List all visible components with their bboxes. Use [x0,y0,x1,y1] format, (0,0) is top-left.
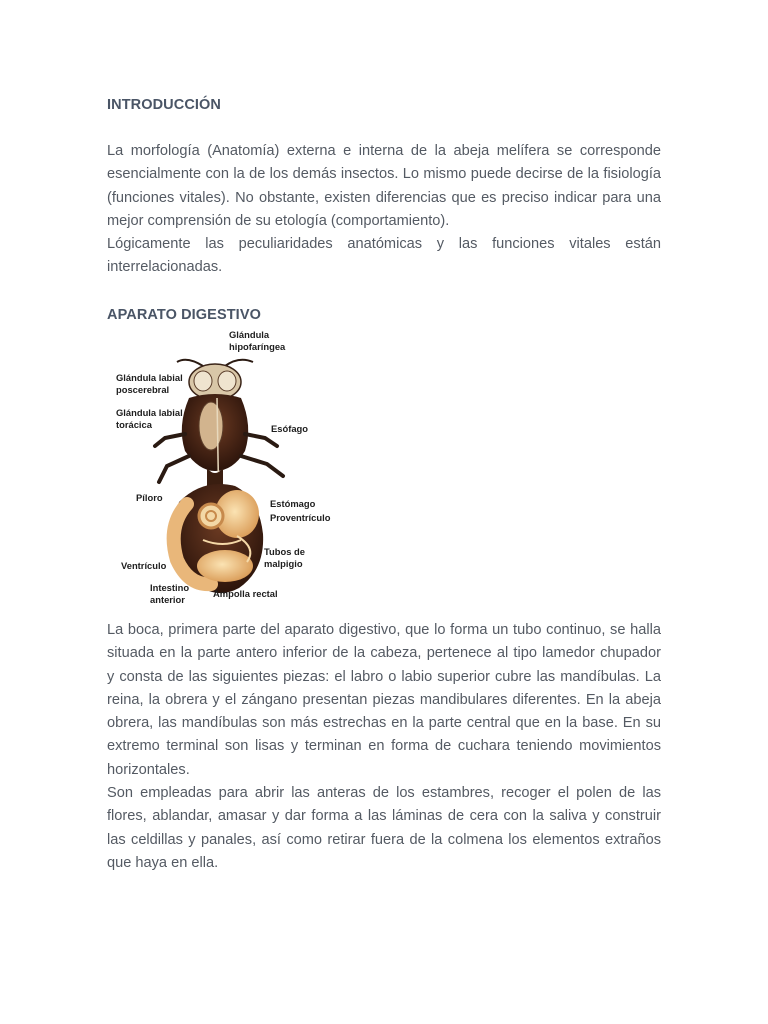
text-line: y consta de las siguientes piezas: el labro o labio superior cubre las mandíbulas. La [107,668,661,685]
label-ampolla-rectal: Ampolla rectal [213,588,278,599]
bee-digestive-system-figure [107,326,349,609]
text-line: flores, ablandar, amasar y dar forma a las láminas de cera con la saliva y construir [107,808,661,825]
label-hipofaringea: hipofaríngea [229,341,286,352]
label-glandula-labial-poscerebral-1: Glándula labial [116,372,183,383]
text-line: reina, la obrera y el zángano presentan piezas mandibulares diferentes. En la abeja [107,691,661,708]
digestive-paragraph-1 [107,619,661,782]
text-line: interrelacionadas. [107,259,223,276]
label-intestino-anterior-1: Intestino [150,582,190,593]
text-line: las celdillas y panales, así como retirar fuera de la colmena los elementos extraños [107,831,661,848]
label-tubos-de-malpigio-2: malpigio [264,558,303,569]
label-glandula-labial-toracica-1: Glándula labial [116,407,183,418]
text-line: esencialmente con la de los demás insectos. Lo mismo puede decirse de la fisiología [107,166,661,183]
text-line: La boca, primera parte del aparato digestivo, que lo forma un tubo continuo, se halla [107,622,661,638]
label-piloro: Píloro [136,492,163,503]
label-tubos-de-malpigio-1: Tubos de [264,546,305,557]
label-glandula-labial-poscerebral-2: poscerebral [116,384,170,395]
label-glandula-labial-toracica-2: torácica [116,419,152,430]
label-intestino-anterior-2: anterior [150,594,185,605]
text-line: horizontales. [107,761,190,778]
label-proventriculo: Proventrículo [270,512,331,523]
text-line: obrera, las mandíbulas son más estrechas en la parte central que en la base. En su [107,715,661,732]
label-ventriculo: Ventrículo [121,560,167,571]
intro-paragraph-1 [107,140,661,233]
label-estomago: Estómago [270,498,316,509]
text-line: extremo terminal son lisas y terminan en forma de cuchara teniendo movimientos [107,738,661,755]
text-line: La morfología (Anatomía) externa e interna de la abeja melífera se corresponde [107,143,661,159]
bee-anatomy-illustration [107,326,349,609]
section-heading-introduccion: INTRODUCCIÓN [107,97,221,113]
section-heading-aparato-digestivo: APARATO DIGESTIVO [107,307,261,323]
text-line: Son empleadas para abrir las anteras de los estambres, recoger el polen de las [107,785,661,801]
intro-paragraph-2 [107,233,661,280]
label-glandula: Glándula [229,329,270,340]
text-line: que haya en ella. [107,854,219,871]
text-line: situada en la parte antero inferior de la cabeza, pertenece al tipo lamedor chupador [107,645,661,662]
label-esofago: Esófago [271,423,308,434]
text-line: mejor comprensión de su etología (comportamiento). [107,212,450,229]
text-line: Lógicamente las peculiaridades anatómicas y las funciones vitales están [107,236,661,252]
digestive-paragraph-2 [107,782,661,875]
text-line: (funciones vitales). No obstante, existen diferencias que es preciso indicar para una [107,189,661,206]
